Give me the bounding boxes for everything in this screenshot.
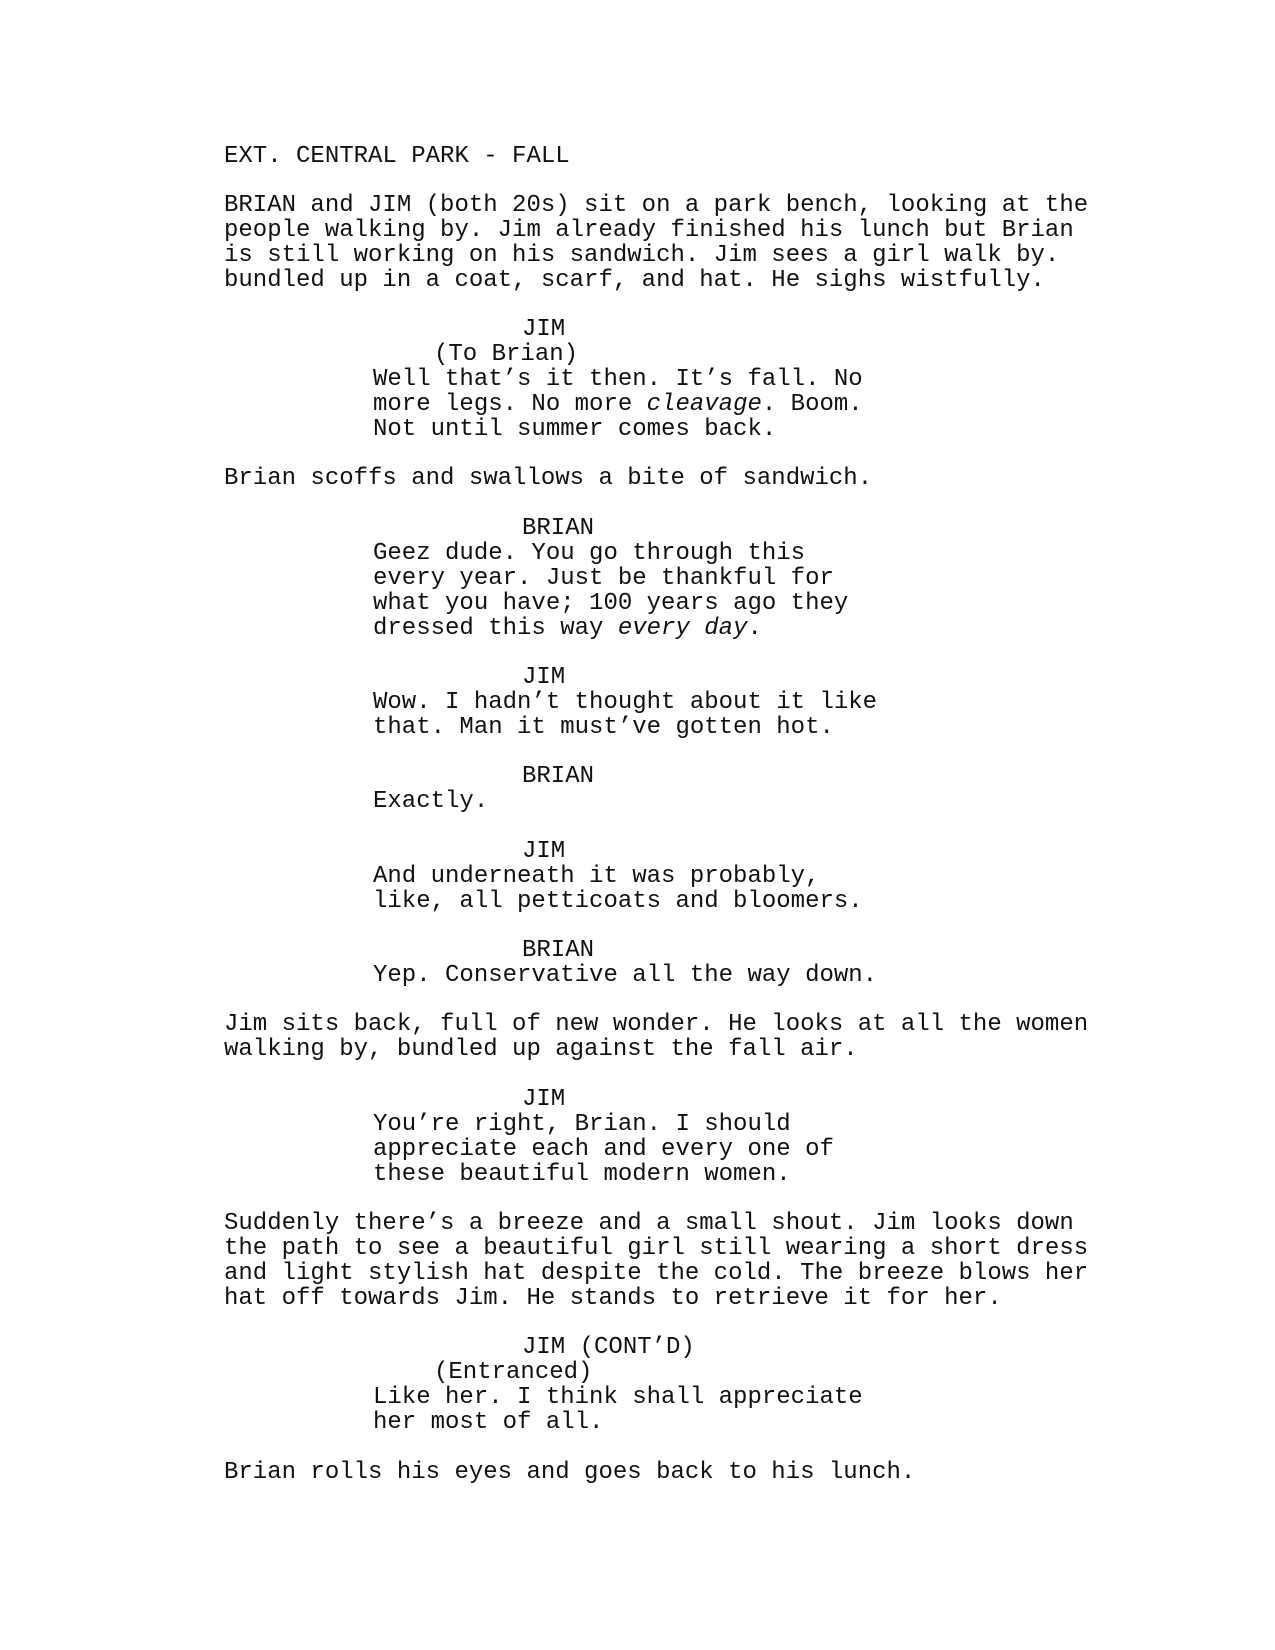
dialogue-line: Like her. I think shall appreciate [373,1384,863,1411]
emphasis-text: cleavage [646,391,762,418]
character-name: BRIAN [522,515,595,542]
action-line: BRIAN and JIM (both 20s) sit on a park bench, looking at the [224,192,1089,219]
action-line: Brian rolls his eyes and goes back to his lunch. [224,1459,916,1486]
action-line: the path to see a beautiful girl still wearing a short dress [224,1235,1089,1262]
dialogue-line: her most of all. [373,1409,604,1436]
dialogue-line: Wow. I hadn’t thought about it like [373,689,878,716]
action-line: and light stylish hat despite the cold. The breeze blows her [224,1260,1089,1287]
dialogue-line: appreciate each and every one of [373,1136,834,1163]
dialogue-line: Exactly. [373,788,489,815]
character-name: JIM [522,1086,566,1113]
dialogue-line [373,392,863,417]
character-name: JIM [522,838,566,865]
dialogue-text: . Boom. [761,391,863,418]
parenthetical: (To Brian) [434,341,579,368]
action-line: bundled up in a coat, scarf, and hat. He sighs wistfully. [224,267,1045,294]
dialogue-line: And underneath it was probably, [373,863,820,890]
dialogue-line: these beautiful modern women. [373,1161,791,1188]
emphasis-text: every day [617,615,748,642]
dialogue-line: Not until summer comes back. [373,416,777,443]
character-name: JIM [522,316,566,343]
action-line: Brian scoffs and swallows a bite of sandwich. [224,465,873,492]
action-line: Jim sits back, full of new wonder. He looks at all the women [224,1011,1089,1038]
dialogue-line: every year. Just be thankful for [373,565,834,592]
action-line: people walking by. Jim already finished his lunch but Brian [224,217,1074,244]
dialogue-text: . [747,615,762,642]
dialogue-line: Geez dude. You go through this [373,540,806,567]
character-name: JIM [522,664,566,691]
dialogue-text: more legs. No more [373,391,647,418]
action-line: hat off towards Jim. He stands to retrieve it for her. [224,1285,1002,1312]
character-name: JIM (CONT’D) [522,1334,695,1361]
dialogue-line: Well that’s it then. It’s fall. No [373,366,863,393]
scene-heading: EXT. CENTRAL PARK - FALL [224,143,570,170]
dialogue-line: You’re right, Brian. I should [373,1111,791,1138]
character-name: BRIAN [522,763,595,790]
dialogue-line: like, all petticoats and bloomers. [373,888,863,915]
action-line: Suddenly there’s a breeze and a small shout. Jim looks down [224,1210,1074,1237]
parenthetical: (Entranced) [434,1359,593,1386]
action-line: is still working on his sandwich. Jim sees a girl walk by. [224,242,1060,269]
dialogue-line: that. Man it must’ve gotten hot. [373,714,834,741]
dialogue-line: Yep. Conservative all the way down. [373,962,878,989]
dialogue-text: dressed this way [373,615,618,642]
character-name: BRIAN [522,937,595,964]
action-line: walking by, bundled up against the fall air. [224,1036,858,1063]
dialogue-line: what you have; 100 years ago they [373,590,849,617]
dialogue-line [373,616,762,641]
